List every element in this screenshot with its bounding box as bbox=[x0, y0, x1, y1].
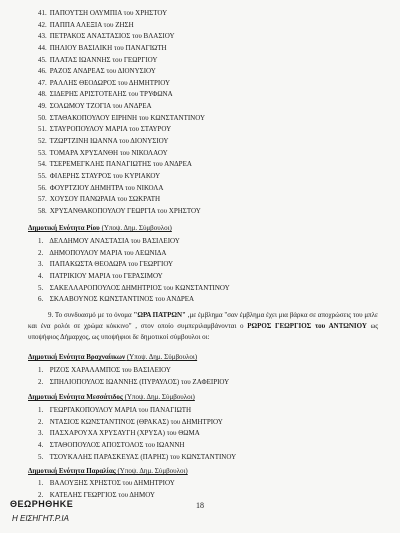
paragraph-lead: 9. Το συνδυασμό με το όνομα bbox=[48, 311, 132, 319]
candidate-name: ΦΟΥΡΤΖΙΟΥ ΔΗΜΗΤΡΑ του ΝΙΚΟΛΑ bbox=[48, 183, 164, 192]
item-number: 50. bbox=[38, 113, 47, 122]
section-title: Δημοτική Ενότητα Μεσσάτιδος bbox=[28, 393, 123, 401]
item-number: 2. bbox=[38, 417, 44, 426]
item-number: 49. bbox=[38, 102, 47, 111]
item-number: 4. bbox=[38, 271, 44, 280]
paragraph-text-end: ως υποψήφιος Δήμαρχος, ως υποψήφιοι δε δημοτικοί σύμβουλοι οι: bbox=[28, 322, 379, 341]
section-heading-vrachneika bbox=[28, 354, 197, 361]
candidate-name: ΠΑΤΡΙΚΙΟΥ ΜΑΡΙΑ του ΓΕΡΑΣΙΜΟΥ bbox=[48, 271, 163, 280]
candidate-name: ΣΤΑΥΡΟΠΟΥΛΟΥ ΜΑΡΙΑ του ΣΤΑΥΡΟΥ bbox=[48, 125, 172, 134]
item-number: 44. bbox=[38, 43, 47, 52]
section-heading-messatida bbox=[28, 394, 195, 401]
item-number: 43. bbox=[38, 32, 47, 41]
candidate-name: ΠΑΠΟΥΤΣΗ ΟΛΥΜΠΙΑ του ΧΡΗΣΤΟΥ bbox=[48, 9, 168, 17]
item-number: 2. bbox=[38, 377, 44, 386]
page-number: 18 bbox=[196, 501, 204, 510]
candidate-name: ΡΙΖΟΣ ΧΑΡΑΛΑΜΠΟΣ του ΒΑΣΙΛΕΙΟΥ bbox=[48, 366, 171, 374]
paragraph-text: ,με έμβλημα "σαν έμβλημα έχει μια βάρκα σε αποχρώσεις του μπλε και ένα ρολόι σε χρώμα κόκκινο" , στον οποίο συμπεριλαμβάνονται ο bbox=[28, 311, 378, 330]
item-number: 51. bbox=[38, 125, 47, 134]
list-item bbox=[38, 492, 388, 504]
candidate-name: ΡΑΖΟΣ ΑΝΔΡΕΑΣ του ΔΙΟΝΥΣΙΟΥ bbox=[48, 67, 156, 76]
list-item bbox=[38, 454, 388, 466]
item-number: 41. bbox=[38, 9, 47, 17]
item-number: 46. bbox=[38, 67, 47, 76]
section-title: Δημοτική Ενότητα Ρίου bbox=[28, 224, 100, 232]
paragraph-9 bbox=[28, 310, 378, 343]
item-number: 52. bbox=[38, 137, 47, 146]
section-note: (Υποψ. Δημ. Σύμβουλοι) bbox=[101, 224, 172, 232]
candidate-name: ΦΙΛΕΡΗΣ ΣΤΑΥΡΟΣ του ΚΥΡΙΑΚΟΥ bbox=[48, 171, 161, 180]
list-item bbox=[38, 208, 388, 220]
item-number: 58. bbox=[38, 206, 47, 215]
item-number: 1. bbox=[38, 406, 44, 414]
candidate-name: ΔΗΜΟΠΟΥΛΟΥ ΜΑΡΙΑ του ΛΕΩΝΙΔΑ bbox=[48, 248, 167, 257]
candidate-name: ΤΣΕΡΕΜΕΓΚΛΗΣ ΠΑΝΑΓΙΩΤΗΣ του ΑΝΔΡΕΑ bbox=[48, 160, 192, 169]
candidate-name: ΧΟΥΣΟΥ ΠΑΝΩΡΑΙΑ του ΣΩΚΡΑΤΗ bbox=[48, 195, 161, 204]
section-title: Δημοτική Ενότητα Παραλίας bbox=[28, 467, 116, 475]
item-number: 6. bbox=[38, 295, 44, 304]
item-number: 48. bbox=[38, 90, 47, 99]
item-number: 3. bbox=[38, 429, 44, 438]
stamp-approved: ΘΕΩΡΗΘΗΚΕ bbox=[10, 499, 74, 509]
candidate-name: ΣΚΛΑΒΟΥΝΟΣ ΚΩΝΣΤΑΝΤΙΝΟΣ του ΑΝΔΡΕΑ bbox=[48, 295, 195, 304]
item-number: 45. bbox=[38, 55, 47, 64]
section-note: (Υποψ. Δημ. Σύμβουλοι) bbox=[117, 467, 188, 475]
stamp-rapporteur: Η ΕΙΣΗΓΗΤ.Ρ.ΙΑ bbox=[12, 514, 69, 523]
candidate-name: ΠΛΑΤΑΣ ΙΩΑΝΝΗΣ του ΓΕΩΡΓΙΟΥ bbox=[48, 55, 158, 64]
candidate-name: ΒΑΛΟΥΞΗΣ ΧΡΗΣΤΟΣ του ΔΗΜΗΤΡΙΟΥ bbox=[48, 479, 175, 487]
section-title: Δημοτική Ενότητα Βραχναίικων bbox=[28, 353, 126, 361]
candidate-name: ΣΠΗΛΙΟΠΟΥΛΟΣ ΙΩΑΝΝΗΣ (ΠΥΡΑΥΛΟΣ) του ΖΑΦΕΙΡΙΟΥ bbox=[48, 377, 230, 386]
candidate-name: ΠΑΣΧΑΡΟΥΧΑ ΧΡΥΣΑΥΓΗ (ΧΡΥΣΑ) του ΘΩΜΑ bbox=[48, 429, 200, 438]
candidate-name: ΝΤΑΣΙΟΣ ΚΩΝΣΤΑΝΤΙΝΟΣ (ΘΡΑΚΑΣ) του ΔΗΜΗΤΡΙΟΥ bbox=[48, 417, 223, 426]
candidate-name: ΣΙΔΕΡΗΣ ΑΡΙΣΤΟΤΕΛΗΣ του ΤΡΥΦΩΝΑ bbox=[48, 90, 173, 99]
candidate-name: ΧΡΥΣΑΝΘΑΚΟΠΟΥΛΟΥ ΓΕΩΡΓΙΑ του ΧΡΗΣΤΟΥ bbox=[48, 206, 201, 215]
candidate-list-riou bbox=[38, 238, 388, 308]
list-item bbox=[38, 379, 388, 391]
item-number: 5. bbox=[38, 283, 44, 292]
candidate-name: ΣΑΚΕΛΛΑΡΟΠΟΥΛΟΣ ΔΗΜΗΤΡΙΟΣ του ΚΩΝΣΤΑΝΤΙΝΟΥ bbox=[48, 283, 230, 292]
candidate-list-paralia bbox=[38, 480, 388, 503]
item-number: 47. bbox=[38, 78, 47, 87]
candidate-name: ΓΕΩΡΓΑΚΟΠΟΥΛΟΥ ΜΑΡΙΑ του ΠΑΝΑΓΙΩΤΗ bbox=[48, 406, 192, 414]
list-item bbox=[38, 296, 388, 308]
item-number: 53. bbox=[38, 148, 47, 157]
candidate-name: ΠΕΤΡΑΚΟΣ ΑΝΑΣΤΑΣΙΟΣ του ΒΛΑΣΙΟΥ bbox=[48, 32, 175, 41]
item-number: 57. bbox=[38, 195, 47, 204]
candidate-list-top bbox=[38, 10, 388, 220]
mayor-candidate: ΡΩΡΟΣ ΓΕΩΡΓΙΟΣ του ΑΝΤΩΝΙΟΥ bbox=[247, 322, 367, 330]
section-note: (Υποψ. Δημ. Σύμβουλοι) bbox=[124, 393, 195, 401]
candidate-name: ΚΑΤΕΛΗΣ ΓΕΩΡΓΙΟΣ του ΔΗΜΟΥ bbox=[48, 490, 155, 499]
item-number: 55. bbox=[38, 171, 47, 180]
section-heading-paralia bbox=[28, 468, 188, 475]
item-number: 1. bbox=[38, 237, 44, 245]
item-number: 54. bbox=[38, 160, 47, 169]
item-number: 56. bbox=[38, 183, 47, 192]
candidate-name: ΔΕΛΔΗΜΟΥ ΑΝΑΣΤΑΣΙΑ του ΒΑΣΙΛΕΙΟΥ bbox=[48, 237, 180, 245]
candidate-name: ΠΗΛΙΟΥ ΒΑΣΙΛΙΚΗ του ΠΑΝΑΓΙΩΤΗ bbox=[48, 43, 167, 52]
candidate-name: ΠΑΠΠΑ ΑΛΕΞΙΑ του ΖΗΣΗ bbox=[48, 20, 134, 29]
section-heading-riou bbox=[28, 225, 172, 232]
candidate-name: ΡΑΛΛΗΣ ΘΕΟΔΩΡΟΣ του ΔΗΜΗΤΡΙΟΥ bbox=[48, 78, 171, 87]
item-number: 1. bbox=[38, 479, 44, 487]
item-number: 4. bbox=[38, 440, 44, 449]
item-number: 42. bbox=[38, 20, 47, 29]
candidate-name: ΤΖΩΡΤΖΙΝΗ ΙΩΑΝΝΑ του ΔΙΟΝΥΣΙΟΥ bbox=[48, 137, 169, 146]
item-number: 2. bbox=[38, 490, 44, 499]
candidate-name: ΤΟΜΑΡΑ ΧΡΥΣΑΝΘΗ του ΝΙΚΟΛΑΟΥ bbox=[48, 148, 168, 157]
candidate-name: ΤΣΟΥΚΑΛΗΣ ΠΑΡΑΣΚΕΥΑΣ (ΠΑΡΗΣ) του ΚΩΝΣΤΑΝΤΙΝΟΥ bbox=[48, 452, 237, 461]
candidate-name: ΣΟΛΩΜΟΥ ΤΖΟΓΙΑ του ΑΝΔΡΕΑ bbox=[48, 102, 152, 111]
item-number: 1. bbox=[38, 366, 44, 374]
candidate-list-messatida bbox=[38, 407, 388, 465]
section-note: (Υποψ. Δημ. Σύμβουλοι) bbox=[126, 353, 198, 361]
item-number: 5. bbox=[38, 452, 44, 461]
candidate-name: ΣΤΑΘΑΚΟΠΟΥΛΟΥ ΕΙΡΗΝΗ του ΚΩΝΣΤΑΝΤΙΝΟΥ bbox=[48, 113, 206, 122]
candidate-name: ΣΤΑΘΟΠΟΥΛΟΣ ΑΠΟΣΤΟΛΟΣ του ΙΩΑΝΝΗ bbox=[48, 440, 185, 449]
party-name: "ΩΡΑ ΠΑΤΡΩΝ" bbox=[133, 311, 186, 319]
candidate-list-vrachneika bbox=[38, 367, 388, 390]
candidate-name: ΠΑΠΑΚΩΣΤΑ ΘΕΟΔΩΡΑ του ΓΕΩΡΓΙΟΥ bbox=[48, 260, 174, 269]
item-number: 2. bbox=[38, 248, 44, 257]
item-number: 3. bbox=[38, 260, 44, 269]
